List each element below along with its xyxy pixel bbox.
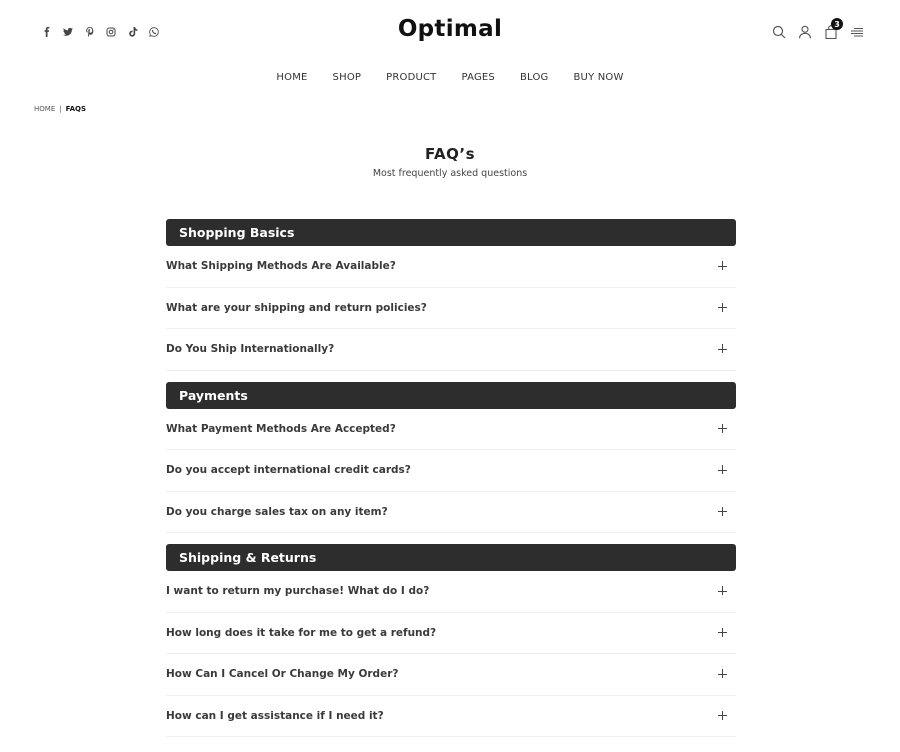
faq-question: How Can I Cancel Or Change My Order? [166, 668, 399, 681]
user-icon[interactable] [792, 22, 818, 42]
faq-question: What Shipping Methods Are Available? [166, 260, 396, 273]
faq-item[interactable] [166, 696, 736, 738]
nav-home[interactable]: HOME [276, 72, 308, 83]
site-logo[interactable]: Optimal [397, 16, 503, 42]
faq-question: What Payment Methods Are Accepted? [166, 422, 396, 435]
faq-question: Do you accept international credit cards? [166, 464, 411, 477]
faq-section-payments [166, 382, 736, 534]
nav-buy-now[interactable]: BUY NOW [573, 72, 624, 83]
page-title: FAQ’s [424, 145, 475, 163]
header-actions [766, 19, 870, 42]
faq-item[interactable] [166, 613, 736, 655]
nav-blog[interactable]: BLOG [519, 72, 549, 83]
section-header: Payments [166, 382, 736, 409]
faq-item[interactable] [166, 492, 736, 534]
page-heading [0, 145, 900, 179]
plus-icon[interactable] [718, 424, 728, 434]
plus-icon[interactable] [718, 586, 728, 596]
plus-icon[interactable] [718, 465, 728, 475]
faq-list [166, 219, 736, 748]
cart-button[interactable] [818, 19, 844, 42]
breadcrumb-current: FAQS [65, 105, 86, 113]
faq-question: What are your shipping and return policies? [166, 301, 427, 314]
faq-item[interactable] [166, 246, 736, 288]
plus-icon[interactable] [718, 303, 728, 313]
section-header: Shopping Basics [166, 219, 736, 246]
faq-section-shipping-returns [166, 544, 736, 737]
nav-pages[interactable]: PAGES [461, 72, 495, 83]
faq-item[interactable] [166, 450, 736, 492]
search-icon[interactable] [766, 22, 792, 42]
site-header [0, 0, 900, 60]
faq-item[interactable] [166, 571, 736, 613]
plus-icon[interactable] [718, 261, 728, 271]
faq-question: How long does it take for me to get a refund? [166, 626, 437, 639]
faq-question: Do you charge sales tax on any item? [166, 505, 388, 518]
plus-icon[interactable] [718, 628, 728, 638]
nav-product[interactable]: PRODUCT [386, 72, 437, 83]
faq-item[interactable] [166, 654, 736, 696]
faq-question: Do You Ship Internationally? [166, 343, 335, 356]
faq-item[interactable] [166, 409, 736, 451]
nav-shop[interactable]: SHOP [332, 72, 362, 83]
breadcrumb-home[interactable]: HOME [34, 105, 56, 113]
cart-count-badge: 3 [831, 18, 843, 30]
plus-icon[interactable] [718, 669, 728, 679]
page-subtitle: Most frequently asked questions [372, 168, 528, 179]
faq-section-shopping-basics [166, 219, 736, 371]
faq-item[interactable] [166, 288, 736, 330]
plus-icon[interactable] [718, 344, 728, 354]
faq-question: I want to return my purchase! What do I do? [166, 585, 430, 598]
menu-icon[interactable] [844, 22, 870, 42]
breadcrumb-separator: | [59, 105, 62, 113]
plus-icon[interactable] [718, 711, 728, 721]
faq-item[interactable] [166, 329, 736, 371]
main-nav [0, 72, 900, 83]
breadcrumb [34, 105, 86, 113]
faq-question: How can I get assistance if I need it? [166, 709, 384, 722]
plus-icon[interactable] [718, 507, 728, 517]
section-header: Shipping & Returns [166, 544, 736, 571]
